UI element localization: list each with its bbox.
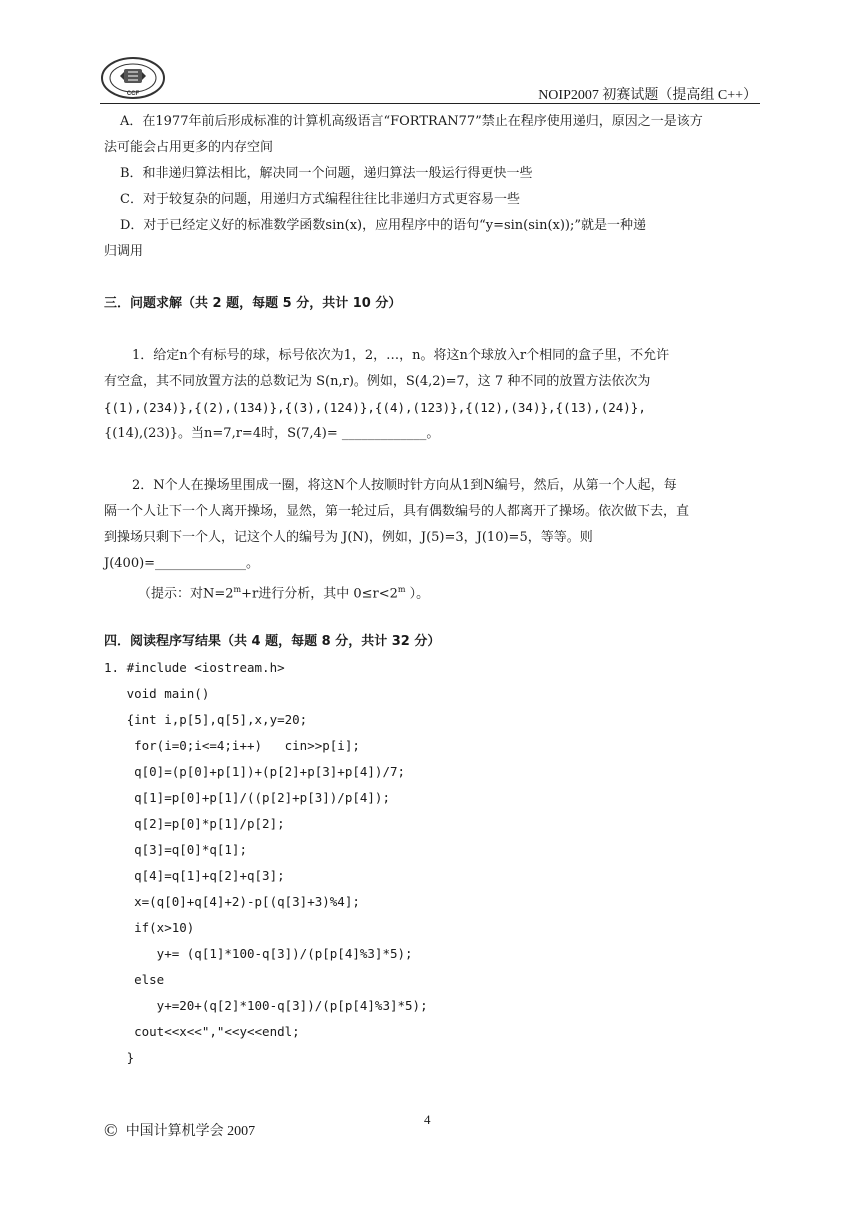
option-a-line-1: A．在1977年前后形成标准的计算机高级语言“FORTRAN77”禁止在程序使用递归，原因之一是该方	[120, 114, 703, 129]
code-line: void main()	[104, 686, 210, 701]
ccf-logo	[100, 56, 166, 100]
code-line: cout<<x<<","<<y<<endl;	[104, 1024, 300, 1039]
code-line: y+= (q[1]*100-q[3])/(p[p[4]%3]*5);	[104, 946, 413, 961]
code-line: }	[104, 1050, 135, 1065]
option-c: C．对于较复杂的问题，用递归方式编程往往比非递归方式更容易一些	[120, 192, 520, 207]
code-line: q[4]=q[1]+q[2]+q[3];	[104, 868, 285, 883]
code-line: y+=20+(q[2]*100-q[3])/(p[p[4]%3]*5);	[104, 998, 428, 1013]
code-line: 1. #include <iostream.h>	[104, 660, 285, 675]
option-d-line-1: D．对于已经定义好的标准数学函数sin(x)，应用程序中的语句“y=sin(sin(x));”就是一种递	[120, 218, 647, 233]
q1-line-1: 1．给定n个有标号的球，标号依次为1，2，…，n。将这n个球放入r个相同的盒子里，不允许	[132, 348, 670, 363]
q1-line-2: 有空盒，其不同放置方法的总数记为 S(n,r)。例如，S(4,2)=7，这 7 种不同的放置方法依次为	[104, 374, 651, 389]
q1-line-3: {(1),(234)},{(2),(134)},{(3),(124)},{(4),(123)},{(12),(34)},{(13),(24)},	[104, 400, 646, 415]
code-line: q[2]=p[0]*p[1]/p[2];	[104, 816, 285, 831]
code-line: q[3]=q[0]*q[1];	[104, 842, 247, 857]
q2-line-4: J(400)=______________。	[104, 556, 260, 571]
q2-hint: （提示：对$N=2^m+r$进行分析，其中 $0\le r<2^m$ ）。	[138, 585, 430, 602]
q2-line-2: 隔一个人让下一个人离开操场，显然，第一轮过后，具有偶数编号的人都离开了操场。依次做下去，直	[104, 504, 690, 519]
code-line: for(i=0;i<=4;i++) cin>>p[i];	[104, 738, 360, 753]
header-divider	[100, 103, 760, 104]
copyright-icon: ©	[104, 1120, 118, 1140]
q1-line-4: {(14),(23)}。当n=7,r=4时，S(7,4)= _____________。	[104, 426, 440, 441]
code-line: x=(q[0]+q[4]+2)-p[(q[3]+3)%4];	[104, 894, 360, 909]
option-d-line-2: 归调用	[104, 244, 144, 259]
document-body	[104, 109, 748, 1071]
q2-line-1: 2．N个人在操场里围成一圈，将这N个人按顺时针方向从1到N编号，然后，从第一个人起，每	[132, 478, 677, 493]
option-a-line-2: 法可能会占用更多的内存空间	[104, 140, 274, 155]
code-line: {int i,p[5],q[5],x,y=20;	[104, 712, 308, 727]
code-line: q[1]=p[0]+p[1]/((p[2]+p[3])/p[4]);	[104, 790, 390, 805]
code-line: q[0]=(p[0]+p[1])+(p[2]+p[3]+p[4])/7;	[104, 764, 406, 779]
code-line: else	[104, 972, 165, 987]
option-b: B．和非递归算法相比，解决同一个问题，递归算法一般运行得更快一些	[120, 166, 533, 181]
page-number: 4	[424, 1112, 431, 1127]
program-1-code	[104, 655, 748, 1071]
section-3-title: 三．问题求解（共 2 题，每题 5 分，共计 10 分）	[104, 296, 402, 311]
header-title: NOIP2007 初赛试题（提高组 C++）	[538, 88, 757, 103]
svg-text:CCF: CCF	[126, 91, 140, 97]
section-4-title: 四．阅读程序写结果（共 4 题，每题 8 分，共计 32 分）	[104, 634, 441, 649]
code-line: if(x>10)	[104, 920, 195, 935]
footer-copyright: © 中国计算机学会 2007	[104, 1120, 256, 1140]
q2-line-3: 到操场只剩下一个人，记这个人的编号为 J(N)，例如，J(5)=3，J(10)=5，等等。则	[104, 530, 593, 545]
